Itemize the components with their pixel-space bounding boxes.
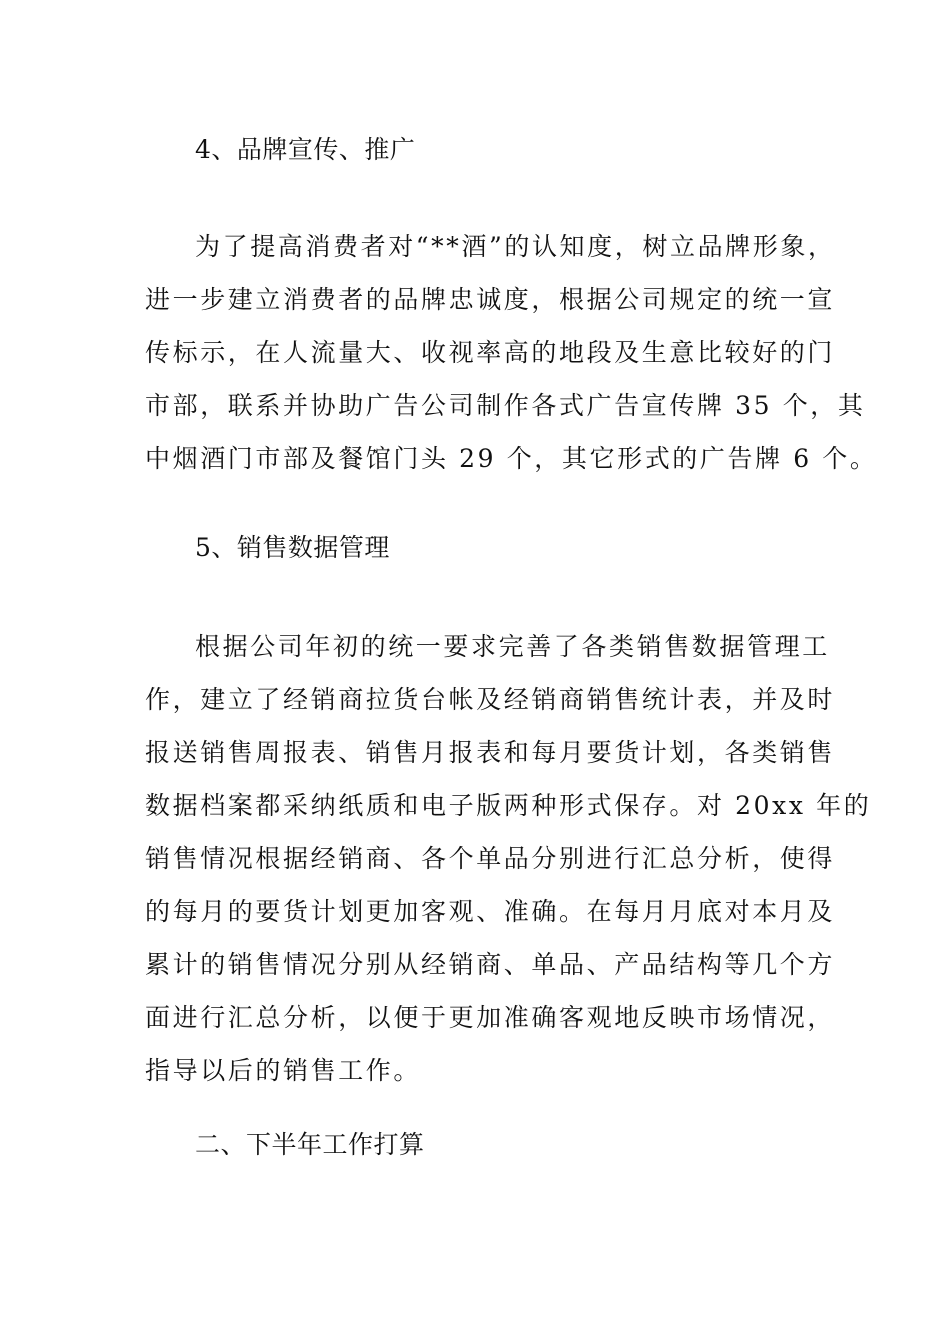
paragraph-brand-promotion [145, 220, 878, 485]
paragraph-line: 根据公司年初的统一要求完善了各类销售数据管理工 [195, 632, 830, 661]
paragraph-line: 作，建立了经销商拉货台帐及经销商销售统计表，并及时 [145, 685, 836, 714]
paragraph-line: 指导以后的销售工作。 [145, 1056, 422, 1085]
paragraph-line: 为了提高消费者对“**酒”的认知度，树立品牌形象， [195, 232, 836, 261]
paragraph-line: 市部，联系并协助广告公司制作各式广告宣传牌 35 个，其 [145, 391, 866, 420]
paragraph-line: 传标示，在人流量大、收视率高的地段及生意比较好的门 [145, 338, 836, 367]
paragraph-line: 中烟酒门市部及餐馆门头 29 个，其它形式的广告牌 6 个。 [145, 444, 878, 473]
paragraph-line: 销售情况根据经销商、各个单品分别进行汇总分析，使得 [145, 844, 836, 873]
paragraph-line: 的每月的要货计划更加客观、准确。在每月月底对本月及 [145, 897, 836, 926]
section-heading-second-half-plan: 二、下半年工作打算 [195, 1130, 425, 1159]
section-heading-sales-data: 5、销售数据管理 [195, 533, 390, 562]
paragraph-line: 面进行汇总分析，以便于更加准确客观地反映市场情况， [145, 1003, 836, 1032]
paragraph-line: 报送销售周报表、销售月报表和每月要货计划，各类销售 [145, 738, 836, 767]
paragraph-sales-data [145, 620, 872, 1097]
paragraph-line: 累计的销售情况分别从经销商、单品、产品结构等几个方 [145, 950, 836, 979]
paragraph-line: 进一步建立消费者的品牌忠诚度，根据公司规定的统一宣 [145, 285, 836, 314]
paragraph-line: 数据档案都采纳纸质和电子版两种形式保存。对 20xx 年的 [145, 791, 872, 820]
section-heading-brand-promotion: 4、品牌宣传、推广 [195, 135, 416, 164]
